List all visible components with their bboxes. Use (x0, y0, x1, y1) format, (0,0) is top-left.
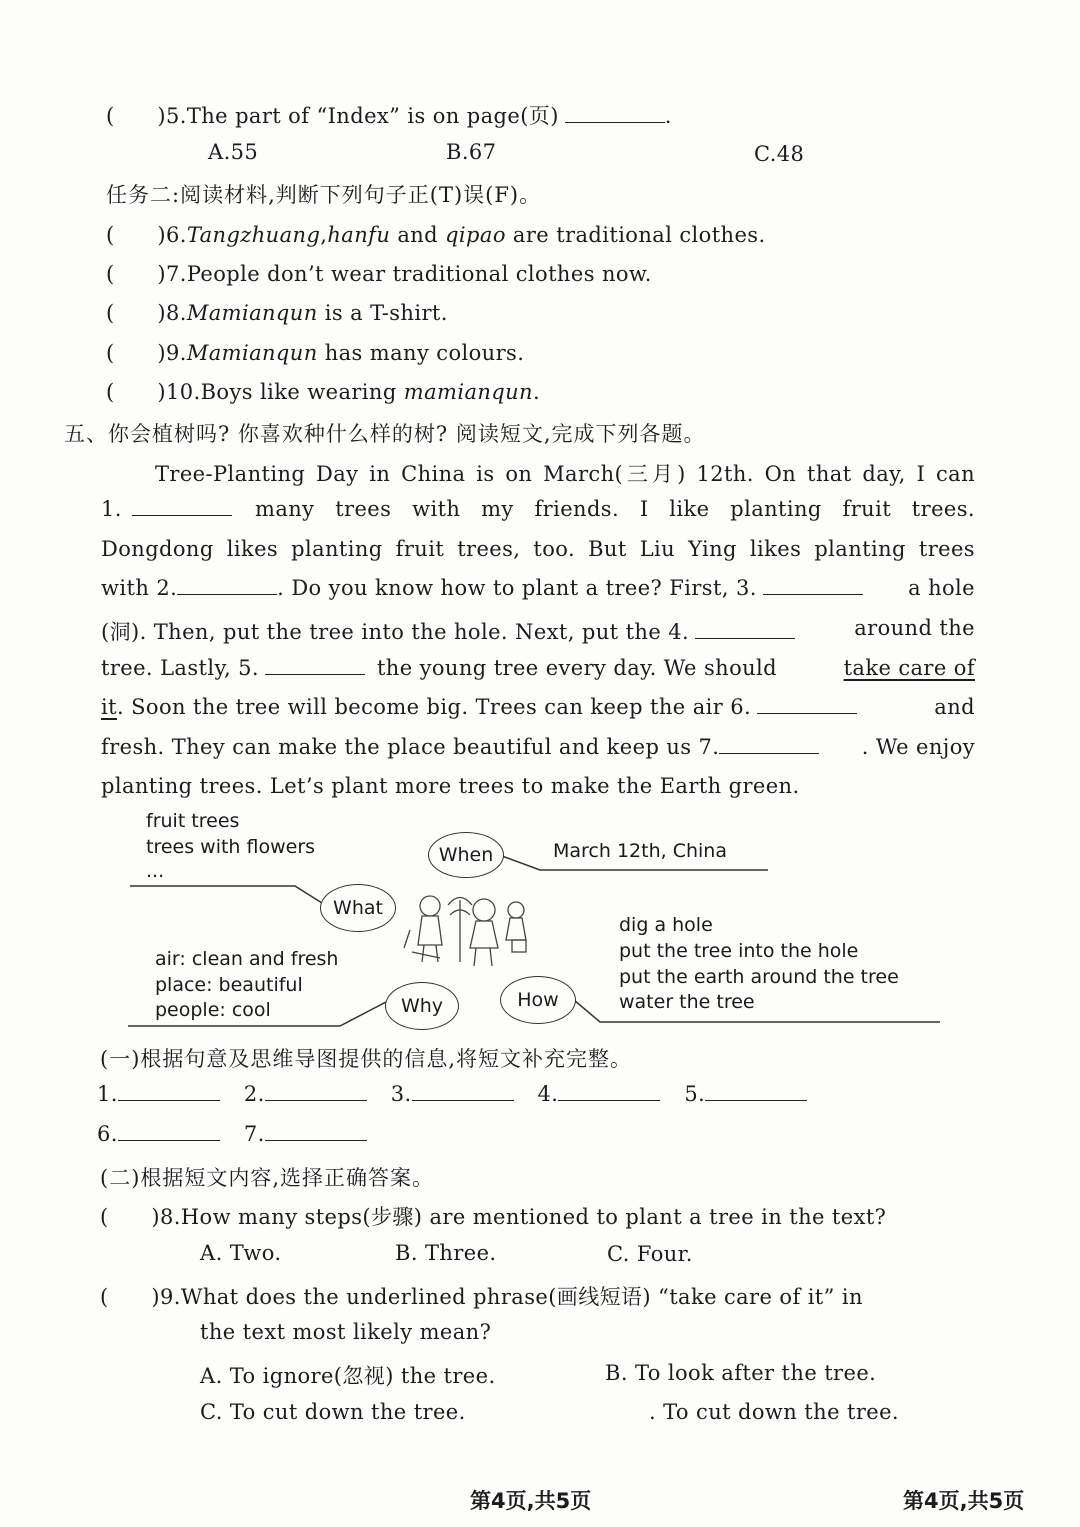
answer-blank-7[interactable] (265, 1122, 367, 1141)
tf-question-8: ( )8.Mamianqun is a T-shirt. (106, 301, 448, 325)
q9-option-d[interactable]: . To cut down the tree. (649, 1400, 899, 1424)
passage-line-2: 1. many trees with my friends. I like planting fruit trees. (101, 497, 975, 521)
how-bubble: How (500, 976, 576, 1024)
option-a[interactable]: A.55 (208, 140, 259, 164)
q8-option-b[interactable]: B. Three. (395, 1241, 497, 1265)
section5-title: 五、你会植树吗? 你喜欢种什么样的树? 阅读短文,完成下列各题。 (64, 422, 706, 446)
when-value: March 12th, China (553, 840, 727, 862)
question-5: ( )5.The part of “Index” is on page(页) . (106, 104, 672, 128)
children-planting-illustration (404, 896, 526, 966)
tf-question-9: ( )9.Mamianqun has many colours. (106, 341, 525, 365)
passage-line-5: (洞). Then, put the tree into the hole. Next, put the 4. around the (101, 616, 975, 644)
question-text: The part of “Index” is on page(页) (186, 104, 559, 128)
sub2-title: (二)根据短文内容,选择正确答案。 (100, 1166, 435, 1190)
page-number-left: 第4页,共5页 (470, 1489, 592, 1513)
answer-blank-6[interactable] (118, 1122, 220, 1141)
tf-question-6: ( )6.Tangzhuang,hanfu and qipao are traditional clothes. (106, 223, 766, 247)
what-item: trees with flowers (146, 836, 316, 858)
q9-option-a[interactable]: A. To ignore(忽视) the tree. (200, 1364, 496, 1388)
what-item: fruit trees (146, 810, 240, 832)
q8-option-c[interactable]: C. Four. (607, 1242, 693, 1266)
page-number-right: 第4页,共5页 (903, 1489, 1025, 1513)
answer-blank-1[interactable] (118, 1082, 220, 1101)
passage-line-9: planting trees. Let’s plant more trees to make the Earth green. (101, 774, 800, 798)
passage-line-4: with 2. . Do you know how to plant a tree? First, 3. a hole (101, 576, 975, 600)
why-bubble: Why (385, 982, 459, 1030)
answer-blank-5[interactable] (705, 1082, 807, 1101)
passage-line-8: fresh. They can make the place beautiful and keep us 7. . We enjoy (101, 735, 975, 759)
answer-row-2: 6. 7. (97, 1122, 367, 1146)
answer-blank-4[interactable] (558, 1082, 660, 1101)
when-bubble: When (428, 832, 504, 878)
question-9: ( )9.What does the underlined phrase(画线短语) “take care of it” in (100, 1285, 863, 1309)
answer-row-1: 1. 2. 3. 4. 5. (97, 1082, 807, 1106)
what-item: ... (146, 860, 165, 882)
q9-option-c[interactable]: C. To cut down the tree. (200, 1400, 466, 1424)
passage-line-7: it. Soon the tree will become big. Trees can keep the air 6. and (101, 695, 975, 719)
how-item: dig a hole (619, 914, 713, 936)
how-item: water the tree (619, 991, 755, 1013)
question-9-cont: the text most likely mean? (200, 1320, 492, 1344)
question-number: ( )5. (106, 104, 187, 128)
tf-question-7: ( )7.People don’t wear traditional clothes now. (106, 262, 652, 286)
passage-line-1: Tree-Planting Day in China is on March(三月) 12th. On that day, I can (155, 462, 975, 486)
tf-question-10: ( )10.Boys like wearing mamianqun. (106, 380, 541, 404)
answer-blank-3[interactable] (412, 1082, 514, 1101)
why-item: air: clean and fresh (155, 948, 339, 970)
sub1-title: (一)根据句意及思维导图提供的信息,将短文补充完整。 (100, 1047, 633, 1071)
underlined-phrase: take care of (843, 656, 975, 680)
q9-option-b[interactable]: B. To look after the tree. (605, 1361, 877, 1385)
why-item: place: beautiful (155, 974, 303, 996)
q8-option-a[interactable]: A. Two. (200, 1241, 282, 1265)
passage-line-6: tree. Lastly, 5. the young tree every day. We should take care of (101, 656, 975, 680)
option-c[interactable]: C.48 (754, 142, 805, 166)
question-8: ( )8.How many steps(步骤) are mentioned to plant a tree in the text? (100, 1205, 887, 1229)
what-bubble: What (320, 884, 396, 932)
how-item: put the earth around the tree (619, 966, 899, 988)
why-item: people: cool (155, 999, 271, 1021)
passage-line-3: Dongdong likes planting fruit trees, too. But Liu Ying likes planting trees (101, 537, 975, 561)
answer-blank-2[interactable] (265, 1082, 367, 1101)
how-item: put the tree into the hole (619, 940, 859, 962)
option-b[interactable]: B.67 (446, 140, 497, 164)
task2-title: 任务二:阅读材料,判断下列句子正(T)误(F)。 (106, 183, 542, 207)
